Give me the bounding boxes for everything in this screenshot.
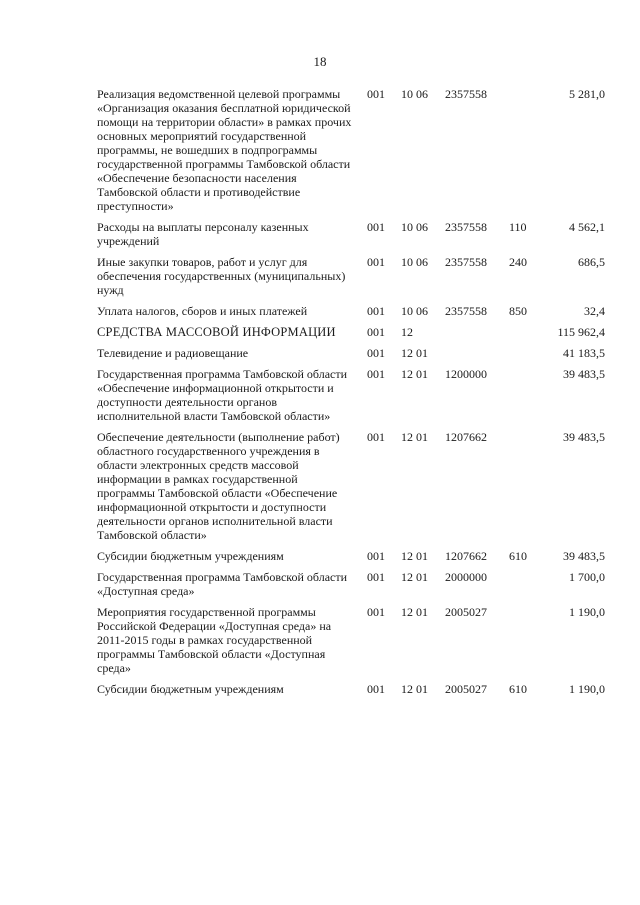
- row-ministry-code: 001: [367, 570, 385, 584]
- table-row: [97, 325, 605, 346]
- row-expense-code: [509, 346, 539, 367]
- table-row: [97, 682, 605, 703]
- row-amount: 115 962,4: [557, 325, 605, 339]
- row-ministry-code: 001: [367, 87, 385, 101]
- row-expense-code: 610: [509, 549, 527, 563]
- table-row: [97, 605, 605, 682]
- row-ministry-code: 001: [367, 220, 385, 234]
- row-amount: 1 700,0: [569, 570, 605, 584]
- row-expense-code: [509, 605, 539, 682]
- row-section-code: 12 01: [401, 367, 428, 381]
- row-amount: 39 483,5: [563, 549, 605, 563]
- row-name: Государственная программа Тамбовской области «Доступная среда»: [97, 570, 348, 598]
- row-expense-code: [509, 325, 539, 346]
- row-ministry-code: 001: [367, 304, 385, 318]
- page-number: 18: [313, 54, 327, 69]
- section-heading: СРЕДСТВА МАССОВОЙ ИНФОРМАЦИИ: [97, 325, 336, 339]
- row-target-code: 2357558: [445, 87, 487, 101]
- row-amount: 32,4: [584, 304, 605, 318]
- row-target-code: [445, 346, 509, 367]
- row-section-code: 12 01: [401, 549, 428, 563]
- row-section-code: 12 01: [401, 430, 428, 444]
- table-row: [97, 87, 605, 220]
- table-row: [97, 549, 605, 570]
- row-name: Реализация ведомственной целевой программы «Организация оказания бесплатной юридической помощи на территории области» в рамках прочих основных мероприятий государственной программы, не вошедших в подпрограммы государственной программы Тамбовской области «Обеспечение безопасности населения Тамбовской области и противодействие преступности»: [97, 87, 352, 213]
- row-ministry-code: 001: [367, 682, 385, 696]
- row-amount: 39 483,5: [563, 367, 605, 381]
- row-expense-code: [509, 570, 539, 605]
- row-name: Мероприятия государственной программы Российской Федерации «Доступная среда» на 2011-2015 годы в рамках государственной программы Тамбовской области «Доступная среда»: [97, 605, 332, 675]
- row-target-code: 2357558: [445, 220, 487, 234]
- row-target-code: 2357558: [445, 255, 487, 269]
- row-amount: 39 483,5: [563, 430, 605, 444]
- table-row: [97, 570, 605, 605]
- row-amount: 5 281,0: [569, 87, 605, 101]
- row-expense-code: 850: [509, 304, 527, 318]
- row-expense-code: 610: [509, 682, 527, 696]
- row-section-code: 10 06: [401, 87, 428, 101]
- row-expense-code: [509, 430, 539, 549]
- row-ministry-code: 001: [367, 367, 385, 381]
- row-target-code: 2357558: [445, 304, 487, 318]
- row-name: Государственная программа Тамбовской области «Обеспечение информационной открытости и доступности деятельности органов исполнительной власти Тамбовской области»: [97, 367, 348, 423]
- budget-table: [97, 87, 605, 703]
- row-ministry-code: 001: [367, 430, 385, 444]
- row-amount: 1 190,0: [569, 605, 605, 619]
- row-target-code: 2000000: [445, 570, 487, 584]
- row-target-code: 1200000: [445, 367, 487, 381]
- row-target-code: 2005027: [445, 605, 487, 619]
- row-ministry-code: 001: [367, 605, 385, 619]
- row-target-code: 1207662: [445, 430, 487, 444]
- row-name: Уплата налогов, сборов и иных платежей: [97, 304, 308, 318]
- row-section-code: 12 01: [401, 570, 428, 584]
- row-section-code: 12 01: [401, 682, 428, 696]
- row-name: Расходы на выплаты персоналу казенных учреждений: [97, 220, 309, 248]
- row-expense-code: [509, 87, 539, 220]
- row-section-code: 12 01: [401, 346, 428, 360]
- row-name: Обеспечение деятельности (выполнение работ) областного государственного учреждения в области электронных средств массовой информации в рамках государственной программы Тамбовской области «Обеспечение информационной открытости и доступности деятельности органов исполнительной власти Тамбовской области»: [97, 430, 340, 542]
- row-expense-code: 110: [509, 220, 527, 234]
- row-name: Субсидии бюджетным учреждениям: [97, 549, 284, 563]
- row-section-code: 10 06: [401, 255, 428, 269]
- table-row: [97, 367, 605, 430]
- row-amount: 4 562,1: [569, 220, 605, 234]
- row-ministry-code: 001: [367, 325, 385, 339]
- row-ministry-code: 001: [367, 346, 385, 360]
- row-name: Иные закупки товаров, работ и услуг для обеспечения государственных (муниципальных) нужд: [97, 255, 346, 297]
- row-expense-code: 240: [509, 255, 527, 269]
- row-section-code: 12 01: [401, 605, 428, 619]
- row-name: Субсидии бюджетным учреждениям: [97, 682, 284, 696]
- row-section-code: 10 06: [401, 220, 428, 234]
- table-row: [97, 346, 605, 367]
- row-amount: 686,5: [578, 255, 605, 269]
- row-amount: 41 183,5: [563, 346, 605, 360]
- row-section-code: 10 06: [401, 304, 428, 318]
- row-name: Телевидение и радиовещание: [97, 346, 249, 360]
- row-target-code: 1207662: [445, 549, 487, 563]
- row-expense-code: [509, 367, 539, 430]
- row-amount: 1 190,0: [569, 682, 605, 696]
- table-row: [97, 220, 605, 255]
- row-target-code: [445, 325, 509, 346]
- row-ministry-code: 001: [367, 549, 385, 563]
- table-row: [97, 304, 605, 325]
- table-row: [97, 255, 605, 304]
- row-target-code: 2005027: [445, 682, 487, 696]
- row-section-code: 12: [401, 325, 413, 339]
- row-ministry-code: 001: [367, 255, 385, 269]
- table-row: [97, 430, 605, 549]
